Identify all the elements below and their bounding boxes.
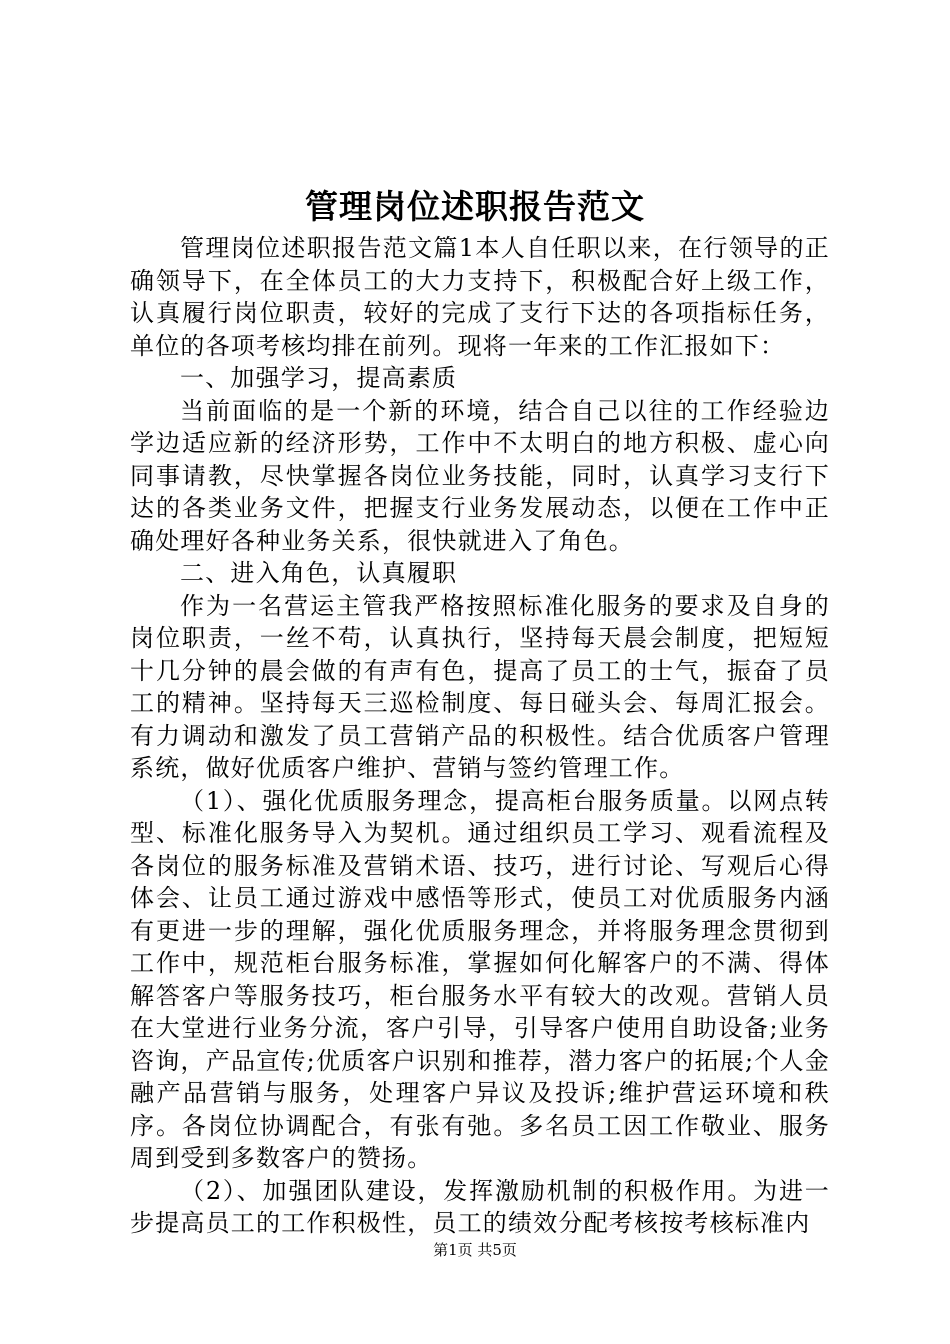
document-title: 管理岗位述职报告范文 — [305, 187, 645, 226]
section-heading-1: 一、加强学习，提高素质 — [180, 364, 458, 392]
paragraph-item-1: （1）、强化优质服务理念，提高柜台服务质量。以网点转型、标准化服务导入为契机。通过组织员工学习、观看流程及各岗位的服务标准及营销术语、技巧，进行讨论、写观后心得体会、让员工通过游戏中感悟等形式，使员工对优质服务内涵有更进一步的理解，强化优质服务理念，并将服务理念贯彻到工作中，规范柜台服务标准，掌握如何化解客户的不满、得体解答客户等服务技巧，柜台服务水平有较大的改观。营销人员在大堂进行业务分流，客户引导，引导客户使用自助设备;业务咨询，产品宣传;优质客户识别和推荐，潜力客户的拓展;个人金融产品营销与服务，处理客户异议及投诉;维护营运环境和秩序。各岗位协调配合，有张有弛。多名员工因工作敬业、服务周到受到多数客户的赞扬。 — [130, 786, 830, 1172]
paragraph-section-1: 当前面临的是一个新的环境，结合自己以往的工作经验边学边适应新的经济形势，工作中不太明白的地方积极、虚心向同事请教，尽快掌握各岗位业务技能，同时，认真学习支行下达的各类业务文件，把握支行业务发展动态，以便在工作中正确处理好各种业务关系，很快就进入了角色。 — [130, 396, 830, 555]
paragraph-section-2: 作为一名营运主管我严格按照标准化服务的要求及自身的岗位职责，一丝不苟，认真执行，坚持每天晨会制度，把短短十几分钟的晨会做的有声有色，提高了员工的士气，振奋了员工的精神。坚持每天三巡检制度、每日碰头会、每周汇报会。有力调动和激发了员工营销产品的积极性。结合优质客户管理系统，做好优质客户维护、营销与签约管理工作。 — [130, 591, 830, 782]
page-footer: 第1页 共5页 — [433, 1241, 517, 1259]
document-body — [130, 232, 830, 1240]
paragraph-item-2: （2）、加强团队建设，发挥激励机制的积极作用。为进一步提高员工的工作积极性，员工的绩效分配考核按考核标准内 — [130, 1176, 830, 1237]
paragraph-intro: 管理岗位述职报告范文篇1本人自任职以来，在行领导的正确领导下，在全体员工的大力支持下，积极配合好上级工作，认真履行岗位职责，较好的完成了支行下达的各项指标任务，单位的各项考核均排在前列。现将一年来的工作汇报如下： — [130, 234, 830, 360]
section-heading-2: 二、进入角色，认真履职 — [180, 559, 458, 587]
